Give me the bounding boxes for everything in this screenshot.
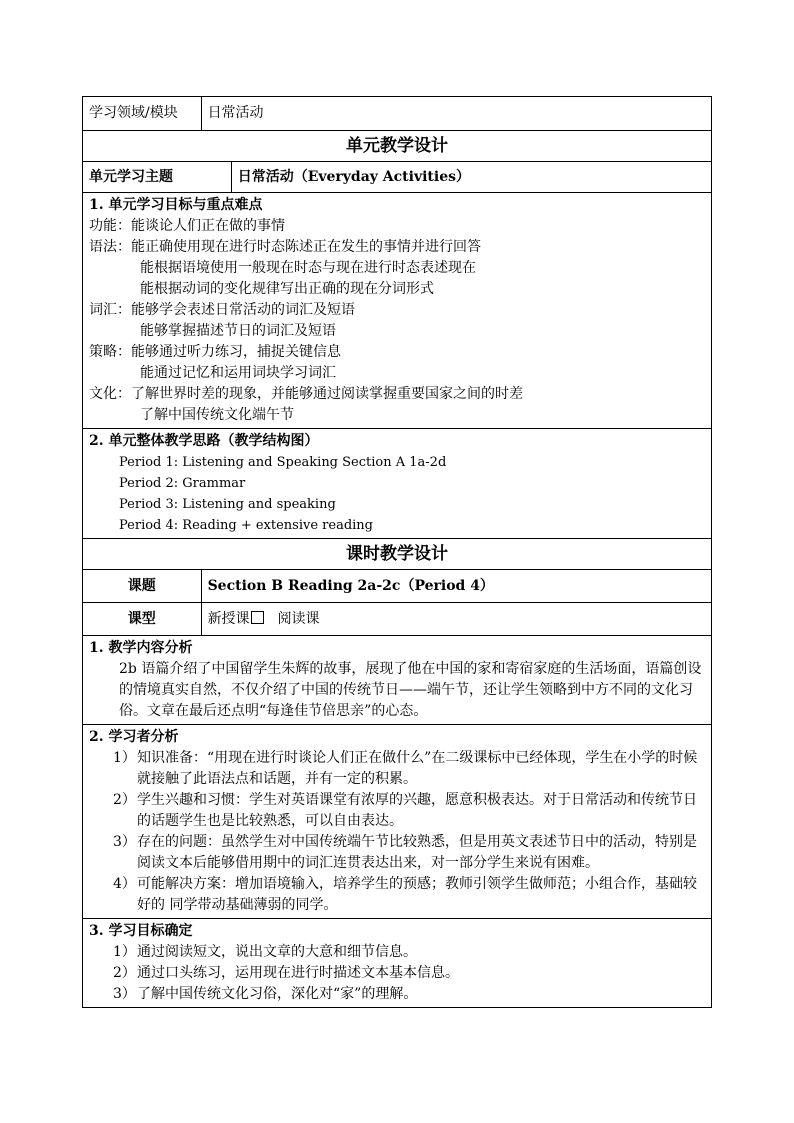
unit-theme-row [83,162,712,193]
content-analysis-cell [83,636,712,725]
list-item [89,963,705,984]
lesson-title-row [83,539,712,570]
unit-structure-cell [83,429,712,539]
lesson-plan-document [82,96,712,1008]
unit-title-row [83,131,712,162]
goal-line: 文化：了解世界时差的现象，并能够通过阅读掌握重要国家之间的时差 [89,386,523,402]
content-analysis-text: 2b 语篇介绍了中国留学生朱辉的故事，展现了他在中国的家和寄宿家庭的生活场面，语篇创设的情境真实自然，不仅介绍了中国的传统节日——端午节，还让学生领略到中方不同的文化习俗。文章在最后还点明“每逢佳节倍思亲”的心态。 [119,661,702,719]
checkbox-icon[interactable] [251,611,264,624]
learner-analysis-heading: 2. 学习者分析 [89,729,179,745]
list-item [89,874,705,916]
goal-line: 了解中国传统文化端午节 [140,407,294,423]
item-text: 了解中国传统文化习俗，深化对“家”的理解。 [137,986,418,1002]
learner-analysis-row [83,725,712,919]
content-analysis-row [83,636,712,725]
unit-goals-cell [83,193,712,429]
unit-structure-heading: 2. 单元整体教学思路（教学结构图） [89,433,319,449]
objectives-row [83,919,712,1008]
type-label: 课型 [83,603,202,636]
topic-row [83,570,712,603]
item-text: 知识准备：“用现在进行时谈论人们正在做什么”在二级课标中已经体现，学生在小学的时候就接触了此语法点和话题，并有一定的积累。 [137,750,698,787]
goal-line: 能够掌握描述节日的词汇及短语 [140,323,336,339]
item-number: 4） [113,876,136,892]
lesson-design-title: 课时教学设计 [83,539,712,570]
item-text: 通过阅读短文，说出文章的大意和细节信息。 [137,944,417,960]
objectives-cell [83,919,712,1008]
item-number: 3） [113,986,136,1002]
type-row [83,603,712,636]
goal-line: 词汇：能够学会表述日常活动的词汇及短语 [89,302,355,318]
learner-analysis-cell [83,725,712,919]
period-line: Period 2: Grammar [119,476,246,491]
item-number: 1） [113,750,136,766]
unit-theme-value: 日常活动（Everyday Activities） [231,162,711,193]
list-item [89,942,705,963]
period-line: Period 1: Listening and Speaking Section A 1a-2d [119,455,447,470]
list-item [89,984,705,1005]
goal-line: 能根据动词的变化规律写出正确的现在分词形式 [140,281,434,297]
item-text: 可能解决方案：增加语境输入，培养学生的预感；教师引领学生做师范；小组合作，基础较好的 同学带动基础薄弱的同学。 [137,876,697,913]
type-reading-lesson: 阅读课 [277,610,320,627]
domain-label: 学习领域/模块 [83,97,202,131]
item-text: 存在的问题：虽然学生对中国传统端午节比较熟悉，但是用英文表述节日中的活动，特别是阅读文本后能够借用期中的词汇连贯表达出来，对一部分学生来说有困难。 [137,834,697,871]
item-text: 学生兴趣和习惯：学生对英语课堂有浓厚的兴趣，愿意积极表达。对于日常活动和传统节日的话题学生也是比较熟悉，可以自由表达。 [137,792,697,829]
content-analysis-heading: 1. 教学内容分析 [89,640,193,656]
type-value [201,603,711,636]
unit-goals-row [83,193,712,429]
objectives-heading: 3. 学习目标确定 [89,923,193,939]
domain-value: 日常活动 [201,97,711,131]
item-number: 2） [113,792,136,808]
list-item [89,832,705,874]
type-new-lesson: 新授课 [207,610,250,627]
item-number: 3） [113,834,136,850]
list-item [89,748,705,790]
goal-line: 功能：能谈论人们正在做的事情 [89,218,285,234]
unit-design-title: 单元教学设计 [83,131,712,162]
goal-line: 能根据语境使用一般现在时态与现在进行时态表述现在 [140,260,476,276]
unit-goals-heading: 1. 单元学习目标与重点难点 [89,197,263,213]
unit-theme-label: 单元学习主题 [83,162,232,193]
item-number: 1） [113,944,136,960]
domain-row [83,97,712,131]
unit-structure-row [83,429,712,539]
lesson-plan-table [82,96,712,1008]
item-text: 通过口头练习，运用现在进行时描述文本基本信息。 [137,965,459,981]
period-line: Period 4: Reading + extensive reading [119,518,374,533]
topic-value: Section B Reading 2a-2c（Period 4） [201,570,711,603]
period-line: Period 3: Listening and speaking [119,497,336,512]
topic-label: 课题 [83,570,202,603]
goal-line: 能通过记忆和运用词块学习词汇 [140,365,336,381]
item-number: 2） [113,965,136,981]
list-item [89,790,705,832]
goal-line: 语法：能正确使用现在进行时态陈述正在发生的事情并进行回答 [89,239,481,255]
goal-line: 策略：能够通过听力练习，捕捉关键信息 [89,344,341,360]
